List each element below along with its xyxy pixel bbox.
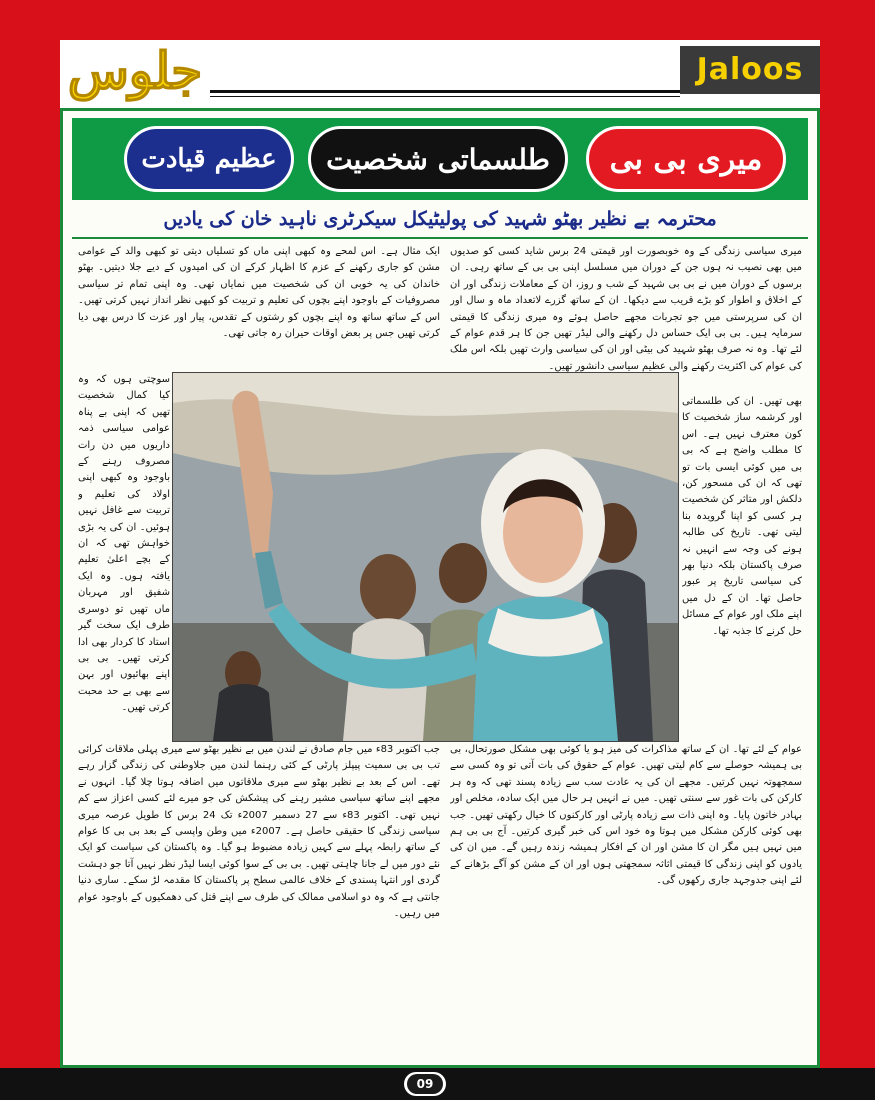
headline-banner [72, 118, 808, 200]
subtitle-rule [72, 237, 808, 239]
article-column-right-narrow [682, 394, 802, 739]
paragraph: میری سیاسی زندگی کے وہ خوبصورت اور قیمتی 24 برس شاید کسی کو صدیوں میں بھی نصیب نہ ہوں جن کے دوران میں مسلسل اپنی بی بی کے ساتھ رہی۔ ان برسوں کے دوران میں نے بی بی شہید کے شب و روز، ان کے معاملات زندگی اور ان کے اخلاق و اطوار کو بڑے قریب سے دیکھا۔ ان کے ساتھ گزرے لاتعداد ماہ و سال اور ان کی سرپرستی میں جو تجربات مجھے حاصل ہوئے وہ میری زندگی کا قیمتی سرمایہ ہیں۔ بی بی ایک حساس دل رکھنے والی لیڈر تھیں جن کا ہر قدم عوام کے لئے تھا۔ وہ نہ صرف بھٹو شہید کی بیٹی اور ان کی سیاسی وارث تھیں بلکہ اس ملک کی عوام کی اکثریت رکھنے والی عظیم سیاسی دانشور تھیں۔ [450, 246, 802, 372]
article-photo [172, 372, 679, 742]
top-color-band [0, 0, 875, 40]
headline-pill-blue: عظیم قیادت [124, 126, 294, 192]
masthead-rule [210, 90, 680, 93]
left-color-border [0, 0, 60, 1100]
article-column-bottom-right [450, 742, 802, 1032]
article-column-bottom-left [78, 742, 440, 1032]
paragraph: ایک مثال ہے۔ اس لمحے وہ کبھی اپنی ماں کو تسلیاں دیتی تو کبھی والد کے عوامی مشن کو جاری رکھنے کے عزم کا اظہار کرکے ان کی امیدوں کے دیے جلا دیتیں۔ بھٹو خاندان کی یہ خوبی ان کی شخصیت میں نمایاں تھی۔ وہ اپنی تمام تر سیاسی مصروفیات کے باوجود اپنے بچوں کی تعلیم و تربیت کو کبھی نظر انداز نہیں کرتی تھیں۔ اس کے ساتھ ساتھ وہ اپنے بچوں کو رشتوں کے تقدس، پیار اور عزت کا درس بھی دیا کرتی تھیں جس پر بعض اوقات حیران رہ جاتی تھی۔ [78, 246, 440, 340]
right-color-border [820, 0, 875, 1100]
headline-pill-red: میری بی بی [586, 126, 786, 192]
paragraph: سوچتی ہوں کہ وہ کیا کمال شخصیت تھیں کہ اپنی بے پناہ عوامی سیاسی ذمہ داریوں میں دن رات مصروف رہنے کے باوجود وہ کبھی اپنی اولاد کی تعلیم و تربیت سے غافل نہیں ہوئیں۔ ان کی یہ بڑی خواہش تھی کہ ان کے بچے اعلیٰ تعلیم یافتہ ہوں۔ وہ ایک شفیق اور مہربان ماں تھیں تو دوسری طرف ایک سخت گیر استاد کا کردار بھی ادا کرتی تھیں۔ بی بی اپنے بھائیوں اور بہن سے بھی بے حد محبت کرتی تھیں۔ [78, 374, 170, 714]
paragraph: جب اکتوبر 83ء میں جام صادق نے لندن میں بے نظیر بھٹو سے میری پہلی ملاقات کرائی تب بی بی سمیت پیپلز پارٹی کے کئی رہنما لندن میں جلاوطنی کی زندگی گزار رہے تھے۔ اس کے بعد بے نظیر بھٹو سے میری ملاقاتوں میں اضافہ ہوتا چلا گیا۔ انہوں نے مجھے اپنے ساتھ سیاسی مشیر رہنے کی پیشکش کی جو میرے لئے کسی اعزاز سے کم نہیں تھی۔ اکتوبر 83ء سے 27 دسمبر 2007ء تک 24 برس کا طویل عرصہ میری سیاسی زندگی کا حقیقی حاصل ہے۔ 2007ء میں وطن واپسی کے بعد بی بی کا عوام کے ساتھ رابطہ پہلے سے کہیں زیادہ مضبوط ہو گیا۔ وہ پاکستان کی سیاست کو ایک نئے دور میں لے جانا چاہتی تھیں۔ بی بی کے سوا کوئی ایسا لیڈر نظر نہیں آتا جو دہشت گردی اور انتہا پسندی کے خلاف عالمی سطح پر پاکستان کا مقدمہ لڑ سکے۔ ساری دنیا جانتی ہے کہ وہ دو اسلامی ممالک کی طرف سے اپنے قتل کی دھمکیوں کے باوجود عوام میں رہیں۔ [78, 744, 440, 920]
article-column-top-right [450, 244, 802, 392]
article-column-left-narrow [78, 372, 170, 762]
masthead [60, 40, 820, 108]
article-column-top-left [78, 244, 440, 370]
article-subtitle: محترمہ بے نظیر بھٹو شہید کی پولیٹیکل سیکرٹری ناہید خان کی یادیں [163, 208, 717, 230]
brand-urdu-logo: جلوس [67, 41, 203, 100]
brand-latin-logo: Jaloos [680, 46, 820, 94]
photo-illustration [173, 373, 678, 741]
page-number-badge [404, 1072, 446, 1096]
paragraph: عوام کے لئے تھا۔ ان کے ساتھ مذاکرات کی میز ہو یا کوئی بھی مشکل صورتحال، بی بی ہمیشہ حوصلے سے کام لیتی تھیں۔ عوام کے حقوق کی بات آتی تو وہ کسی سے سمجھوتہ نہیں کرتیں۔ مجھے ان کی یہ عادت سب سے زیادہ پسند تھی کہ وہ ہر کارکن کی بات غور سے سنتی تھیں۔ میں نے انہیں ہر حال میں ایک سادہ، مخلص اور بہادر خاتون پایا۔ وہ اپنی ذات سے زیادہ پارٹی اور کارکنوں کا خیال رکھتی تھیں۔ جب بھی کوئی کارکن مشکل میں ہوتا وہ خود اس کی خبر گیری کرتیں۔ آج بی بی ہم میں نہیں ہیں مگر ان کا مشن اور ان کے افکار ہمیشہ زندہ رہیں گے۔ میں ان کی یادوں کو اپنی زندگی کا قیمتی اثاثہ سمجھتی ہوں اور ان کے مشن کو آگے بڑھانے کے لئے اپنی جدوجہد جاری رکھوں گی۔ [450, 744, 802, 887]
masthead-rule-thin [210, 96, 680, 97]
page-number: 09 [407, 1074, 443, 1094]
paragraph: بھی تھیں۔ ان کی طلسماتی اور کرشمہ ساز شخصیت کا کون معترف نہیں ہے۔ اس کا مطلب واضح ہے کہ بی بی میں کوئی ایسی بات تو تھی کہ ان کی مسحور کن، دلکش اور متاثر کن شخصیت ہر کسی کو اپنا گرویدہ بنا لیتی تھی۔ تاریخ کی طالبہ ہونے کی وجہ سے انہیں نہ صرف پاکستان بلکہ دنیا بھر کی سیاسی تاریخ پر عبور حاصل تھا۔ ان کے دل میں اپنے ملک اور عوام کے مسائل حل کرنے کا جذبہ تھا۔ [682, 396, 802, 637]
headline-pill-black: طلسماتی شخصیت [308, 126, 568, 192]
